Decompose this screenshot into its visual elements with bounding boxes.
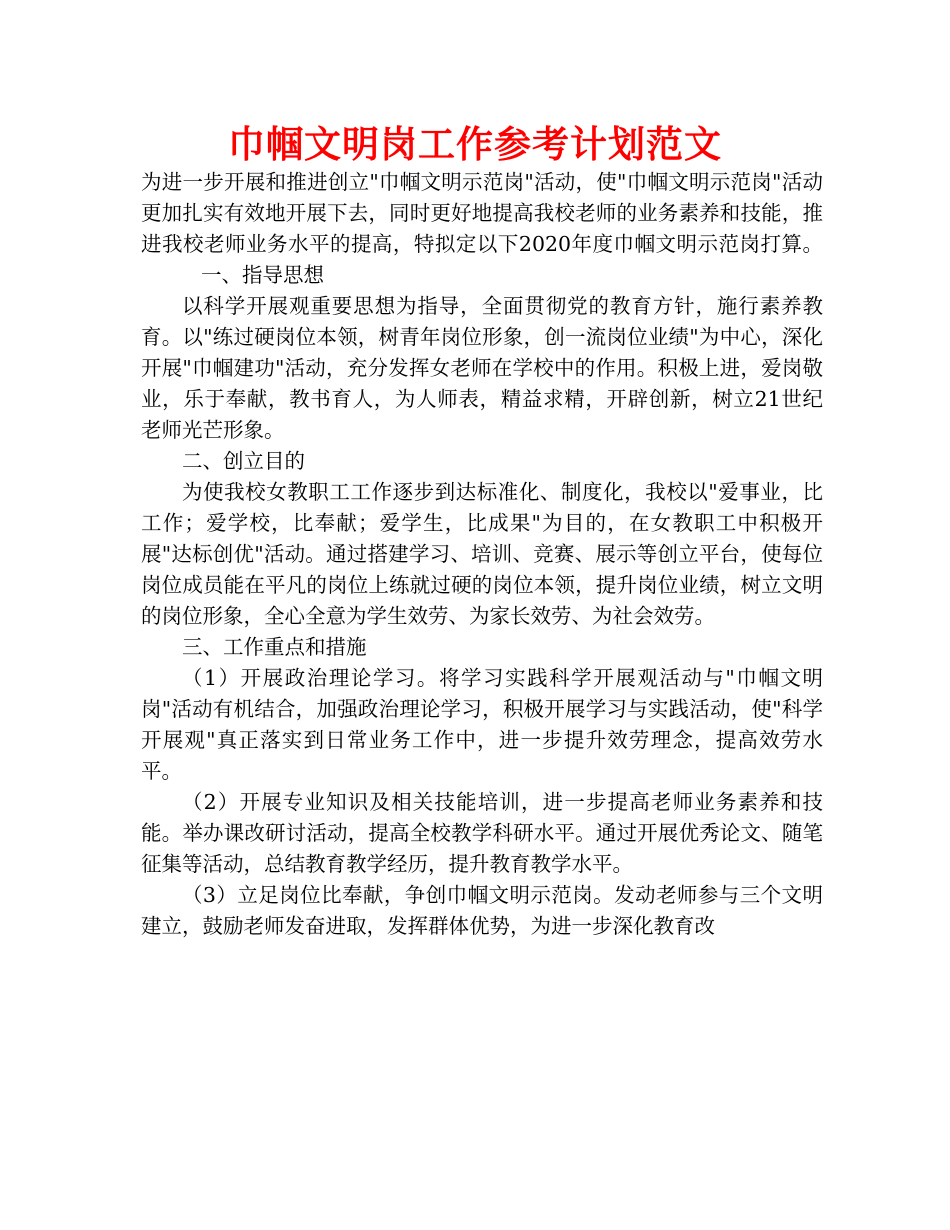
section3-heading: 三、工作重点和措施 <box>182 635 367 659</box>
section2-heading: 二、创立目的 <box>182 449 305 473</box>
item1-paragraph: （1）开展政治理论学习。将学习实践科学开展观活动与"巾帼文明岗"活动有机结合，加强政治理论学习，积极开展学习与实践活动，使"科学开展观"真正落实到日常业务工作中，进一步提升效劳理念，提高效劳水平。 <box>141 666 823 783</box>
document-body <box>141 167 823 942</box>
document-title: 巾帼文明岗工作参考计划范文 <box>228 122 722 166</box>
intro-text: 为进一步开展和推进创立"巾帼文明示范岗"活动，使"巾帼文明示范岗"活动更加扎实有效地开展下去，同时更好地提高我校老师的业务素养和技能，推进我校老师业务水平的提高，特拟定以下2020年度巾帼文明示范岗打算。 <box>141 170 823 256</box>
section1-paragraph: 以科学开展观重要思想为指导，全面贯彻党的教育方针，施行素养教育。以"练过硬岗位本领，树青年岗位形象，创一流岗位业绩"为中心，深化开展"巾帼建功"活动，充分发挥女老师在学校中的作用。积极上进，爱岗敬业，乐于奉献，教书育人，为人师表，精益求精，开辟创新，树立21世纪老师光芒形象。 <box>141 294 823 442</box>
intro-paragraph <box>141 167 823 291</box>
section2-paragraph: 为使我校女教职工工作逐步到达标准化、制度化，我校以"爱事业，比工作；爱学校，比奉献；爱学生，比成果"为目的，在女教职工中积极开展"达标创优"活动。通过搭建学习、培训、竞赛、展示等创立平台，使每位岗位成员能在平凡的岗位上练就过硬的岗位本领，提升岗位业绩，树立文明的岗位形象，全心全意为学生效劳、为家长效劳、为社会效劳。 <box>141 480 823 628</box>
section1-heading: 一、指导思想 <box>201 263 324 287</box>
item3-paragraph: （3）立足岗位比奉献，争创巾帼文明示范岗。发动老师参与三个文明建立，鼓励老师发奋进取，发挥群体优势，为进一步深化教育改 <box>141 883 823 938</box>
item2-paragraph: （2）开展专业知识及相关技能培训，进一步提高老师业务素养和技能。举办课改研讨活动，提高全校教学科研水平。通过开展优秀论文、随笔征集等活动，总结教育教学经历，提升教育教学水平。 <box>141 790 823 876</box>
